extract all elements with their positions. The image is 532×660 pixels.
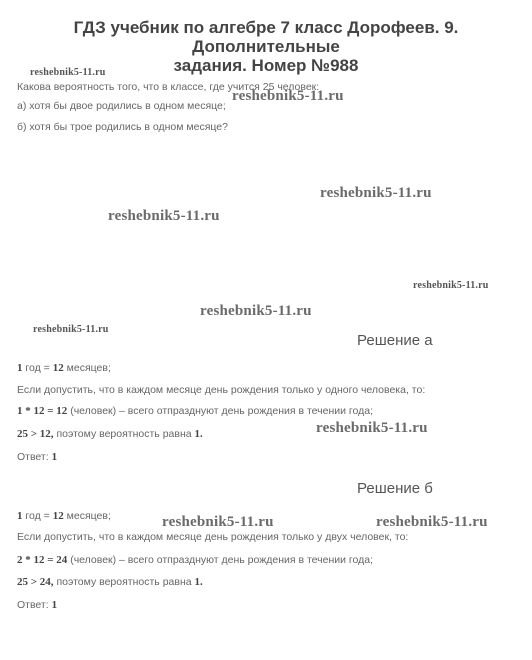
solution-b-line-3: 2 * 12 = 24 (человек) – всего отпразднуют день рождения в течении года;: [17, 554, 374, 566]
solution-b-line-1: 1 год = 12 месяцев;: [17, 510, 111, 522]
solution-a-line-1: 1 год = 12 месяцев;: [17, 362, 111, 374]
watermark: reshebnik5-11.ru: [162, 514, 274, 530]
solution-a-answer: Ответ: 1: [17, 451, 58, 463]
solution-b-line-4: 25 > 24, поэтому вероятность равна 1.: [17, 576, 203, 588]
watermark: reshebnik5-11.ru: [316, 420, 428, 436]
solution-a-line-2: Если допустить, что в каждом месяце день рождения только у одного человека, то:: [17, 384, 426, 396]
solution-b-answer: Ответ: 1: [17, 599, 58, 611]
solution-a-line-4: 25 > 12, поэтому вероятность равна 1.: [17, 428, 203, 440]
solution-a-line-3: 1 * 12 = 12 (человек) – всего отпразднуют день рождения в течении года;: [17, 405, 374, 417]
watermark: reshebnik5-11.ru: [108, 208, 220, 224]
solution-b-heading: Решение б: [357, 480, 433, 497]
task-item-a: а) хотя бы двое родились в одном месяце;: [17, 100, 226, 112]
watermark: reshebnik5-11.ru: [33, 324, 109, 335]
watermark: reshebnik5-11.ru: [232, 88, 344, 104]
task-question: Какова вероятность того, что в классе, где учится 25 человек:: [17, 81, 320, 93]
solution-a-heading: Решение а: [357, 332, 433, 349]
task-item-b: б) хотя бы трое родились в одном месяце?: [17, 121, 228, 133]
watermark: reshebnik5-11.ru: [413, 280, 489, 291]
watermark: reshebnik5-11.ru: [376, 514, 488, 530]
solution-b-line-2: Если допустить, что в каждом месяце день рождения только у двух человек, то:: [17, 531, 409, 543]
watermark: reshebnik5-11.ru: [320, 185, 432, 201]
watermark: reshebnik5-11.ru: [30, 67, 106, 78]
watermark: reshebnik5-11.ru: [200, 303, 312, 319]
page-title-line-1: ГДЗ учебник по алгебре 7 класс Дорофеев. 9. Дополнительные: [73, 18, 459, 56]
page-title-line-2: задания. Номер №988: [173, 56, 359, 75]
